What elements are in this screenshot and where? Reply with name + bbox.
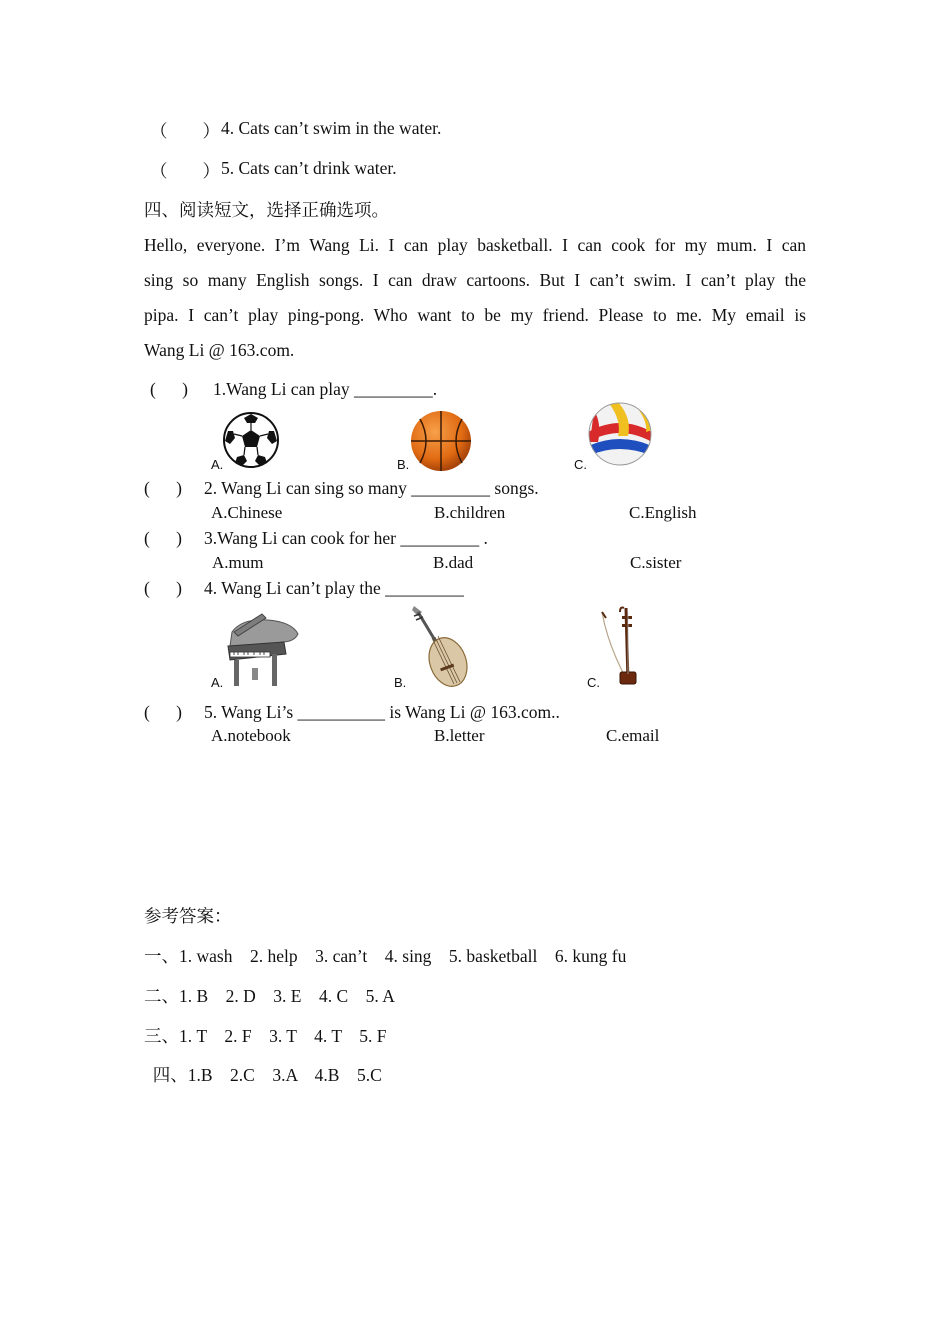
option-c: C.sister (630, 553, 682, 572)
basketball-icon (410, 410, 472, 472)
volleyball-icon (588, 402, 652, 466)
question-text: 5. Wang Li’s __________ is Wang Li @ 163.com.. (204, 702, 560, 722)
question-paren: ( ) (144, 528, 182, 548)
option-b: B.dad (433, 553, 474, 572)
question-text: 2. Wang Li can sing so many _________ songs. (204, 478, 539, 498)
passage-line: Hello, everyone. I’m Wang Li. I can play basketball. I can cook for my mum. I can (144, 235, 806, 255)
question-text: 4. Wang Li can’t play the _________ (204, 578, 464, 598)
answer-line: 三、1. T 2. F 3. T 4. T 5. F (144, 1026, 387, 1046)
option-c: C.English (629, 503, 697, 522)
question-paren: （ ） (150, 121, 220, 141)
question-text: 3.Wang Li can cook for her _________ . (204, 528, 488, 548)
soccer-ball-icon (222, 411, 280, 469)
passage-line: Wang Li @ 163.com. (144, 340, 295, 360)
question-paren: （ ） (150, 161, 220, 181)
passage-line: sing so many English songs. I can draw cartoons. But I can’t swim. I can’t play the (144, 270, 806, 290)
option-label: B. (397, 457, 410, 472)
pipa-icon (410, 604, 470, 688)
question-paren: ( ) (144, 702, 182, 722)
option-label: C. (574, 457, 587, 472)
question-paren: ( ) (144, 478, 182, 498)
option-label: A. (211, 457, 224, 472)
question-text: 1.Wang Li can play _________. (213, 379, 438, 399)
option-a: A.notebook (211, 726, 291, 745)
question-text: 5. Cats can’t drink water. (221, 158, 397, 178)
section-heading: 四、阅读短文，选择正确选项。 (144, 200, 389, 220)
grand-piano-icon (222, 612, 304, 688)
question-paren: ( ) (144, 578, 182, 598)
option-label: C. (587, 675, 600, 690)
option-label: B. (394, 675, 407, 690)
option-c: C.email (606, 726, 660, 745)
question-text: 4. Cats can’t swim in the water. (221, 118, 442, 138)
answers-heading: 参考答案： (144, 906, 232, 926)
erhu-icon (598, 606, 644, 688)
option-b: B.letter (434, 726, 485, 745)
option-label: A. (211, 675, 224, 690)
option-a: A.Chinese (211, 503, 283, 522)
answer-line: 四、1.B 2.C 3.A 4.B 5.C (144, 1065, 382, 1085)
answer-line: 一、1. wash 2. help 3. can’t 4. sing 5. basketball 6. kung fu (144, 946, 627, 966)
question-paren: ( ) (150, 379, 188, 399)
option-a: A.mum (212, 553, 264, 572)
option-b: B.children (434, 503, 506, 522)
answer-line: 二、1. B 2. D 3. E 4. C 5. A (144, 986, 395, 1006)
passage-line: pipa. I can’t play ping-pong. Who want to be my friend. Please to me. My email is (144, 305, 806, 325)
